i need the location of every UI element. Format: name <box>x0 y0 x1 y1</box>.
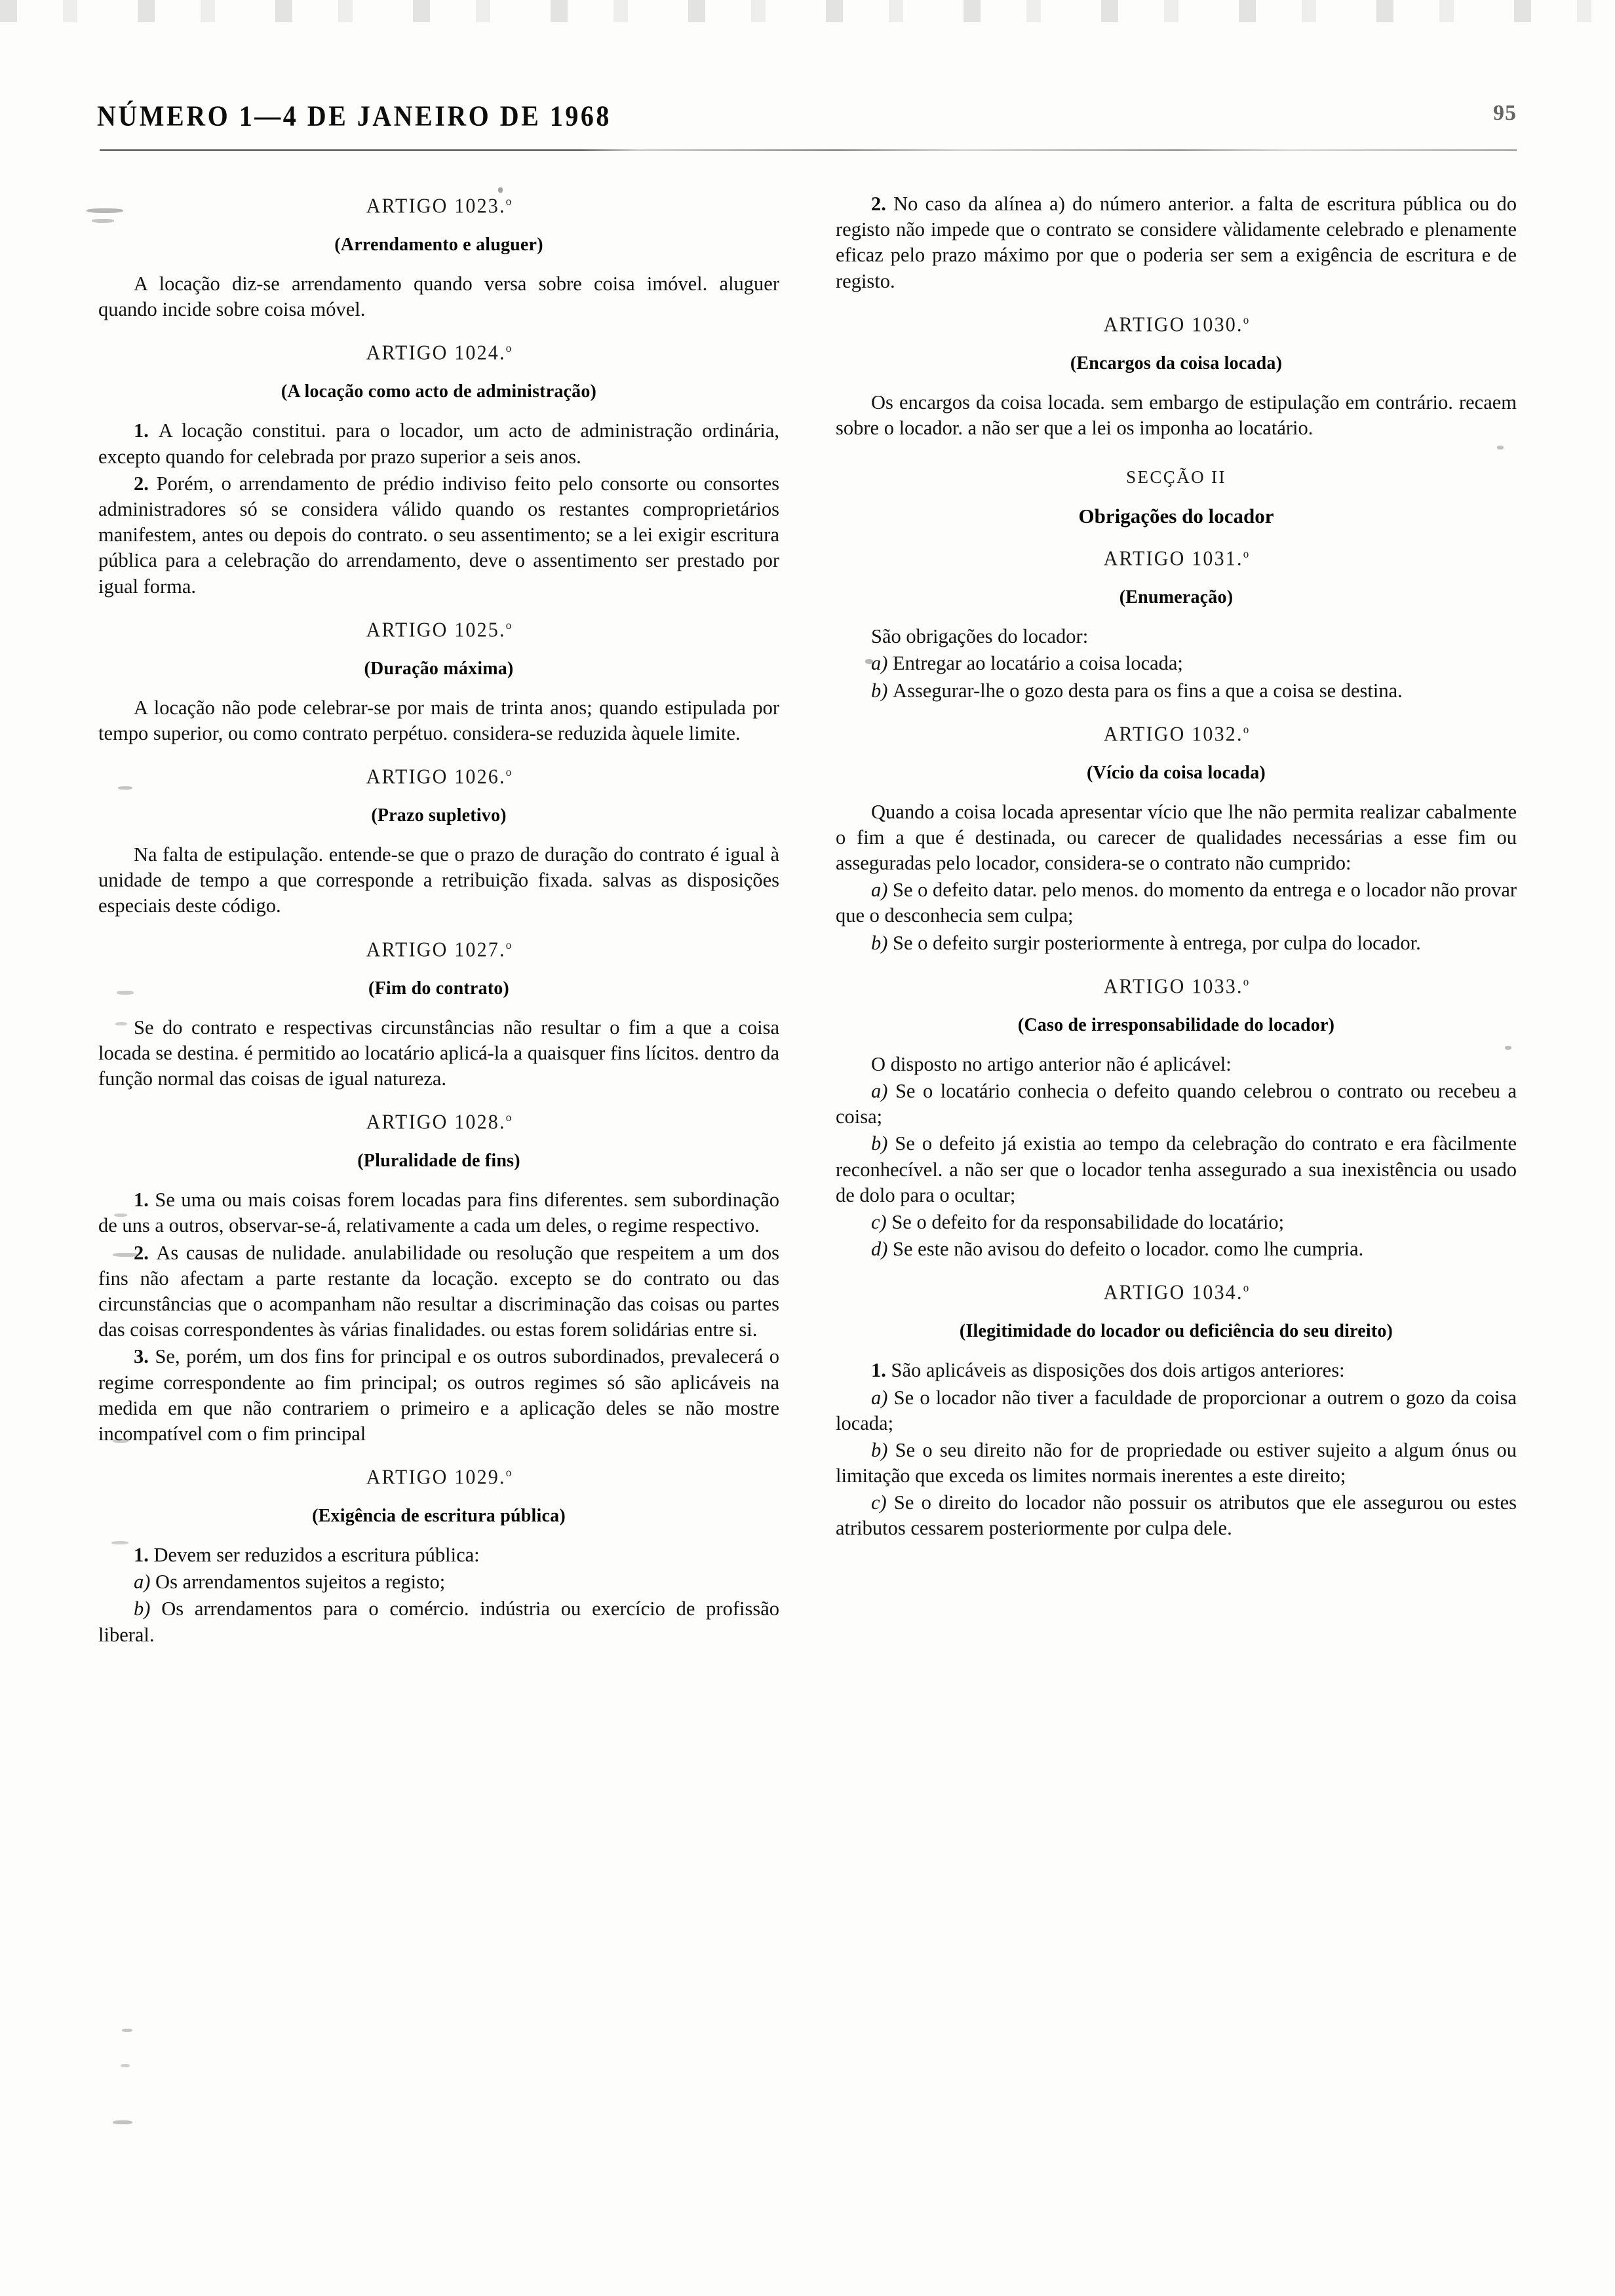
body-paragraph: Se do contrato e respectivas circunstâncias não resultar o fim a que a coisa locada se destina. é permitido ao locatário aplicá-la a quaisquer fins lícitos. dentro da função normal das coisas de igual natureza. <box>98 1016 779 1090</box>
ordinal-marker: o <box>505 618 512 632</box>
alinea-letter: d) <box>871 1238 893 1261</box>
alinea-item <box>836 877 1517 928</box>
alinea-item <box>836 1490 1517 1541</box>
body-paragraph: Os encargos da coisa locada. sem embargo de estipulação em contrário. recaem sobre o locador. a não ser que a lei os imponha ao locatário. <box>836 391 1517 439</box>
ordinal-marker: o <box>1243 1281 1249 1295</box>
body-paragraph: São obrigações do locador: <box>871 625 1089 648</box>
alinea-letter: a) <box>871 879 893 902</box>
page-number: 95 <box>1493 101 1517 125</box>
alinea-text: Se o defeito surgir posteriormente à entrega, por culpa do locador. <box>893 931 1421 954</box>
paragraph-text: No caso da alínea a) do número anterior. a falta de escritura pública ou do registo não impede que o contrato se considere vàlidamente celebrado e plenamente eficaz pelo prazo máximo por que o poderia ser sem a exigência de escritura e de registo. <box>836 193 1517 292</box>
article-epigraph: (Exigência de escritura pública) <box>312 1506 566 1527</box>
article-epigraph: (Arrendamento e aluguer) <box>334 235 543 255</box>
article-heading <box>98 341 779 365</box>
paragraph-number: 1. <box>134 1544 154 1567</box>
column-left <box>98 176 779 2257</box>
article-epigraph: (Prazo supletivo) <box>371 805 507 826</box>
paragraph-number: 1. <box>871 1359 891 1382</box>
ordinal-marker: o <box>505 341 512 355</box>
header-rule <box>100 149 1517 151</box>
paragraph-number: 2. <box>134 472 157 495</box>
article-epigraph: (Enumeração) <box>1119 587 1234 608</box>
alinea-item <box>836 1079 1517 1130</box>
paragraph-number: 1. <box>134 419 159 442</box>
alinea-letter: a) <box>134 1571 156 1594</box>
article-heading <box>836 313 1517 337</box>
body-paragraph: Na falta de estipulação. entende-se que o prazo de duração do contrato é igual à unidade de tempo a que corresponde a retribuição fixada. salvas as disposições especiais deste código. <box>98 843 779 917</box>
paragraph-number: 1. <box>134 1189 155 1212</box>
alinea-text: Entregar ao locatário a coisa locada; <box>893 652 1183 675</box>
alinea-text: Se o defeito for da responsabilidade do locatário; <box>891 1210 1285 1233</box>
article-heading <box>98 1111 779 1134</box>
numbered-paragraph <box>98 1542 779 1568</box>
article-epigraph: (Ilegitimidade do locador ou deficiência do seu direito) <box>959 1321 1393 1342</box>
ordinal-marker: o <box>1243 313 1249 326</box>
alinea-letter: b) <box>871 679 893 702</box>
alinea-letter: b) <box>871 1438 895 1461</box>
alinea-text: Se o seu direito não for de propriedade ou estiver sujeito a algum ónus ou limitação que exceda os limites normais inerentes a este direito; <box>836 1438 1517 1487</box>
alinea-text: Os arrendamentos sujeitos a registo; <box>155 1571 446 1594</box>
body-paragraph: A locação diz-se arrendamento quando versa sobre coisa imóvel. aluguer quando incide sobre coisa móvel. <box>98 273 779 321</box>
article-heading <box>98 938 779 962</box>
article-heading <box>836 975 1517 999</box>
alinea-letter: a) <box>871 1080 895 1102</box>
alinea-item <box>836 1438 1517 1489</box>
alinea-item <box>98 1569 779 1595</box>
article-heading-text: ARTIGO 1031. <box>1103 547 1243 571</box>
article-heading <box>98 765 779 789</box>
article-heading-text: ARTIGO 1030. <box>1103 313 1243 336</box>
alinea-text: Se o defeito já existia ao tempo da celebração do contrato e era fàcilmente reconhecível. a não ser que o locador tenha assegurado a sua inexistência ou usado de dolo para o ocultar; <box>836 1132 1517 1206</box>
alinea-letter: b) <box>134 1598 162 1620</box>
alinea-text: Os arrendamentos para o comércio. indústria ou exercício de profissão liberal. <box>98 1598 779 1646</box>
numbered-paragraph <box>98 1240 779 1343</box>
ordinal-marker: o <box>505 194 512 208</box>
alinea-letter: b) <box>871 1132 895 1155</box>
scan-edge-artifact <box>0 0 1615 22</box>
alinea-item <box>836 1210 1517 1235</box>
numbered-paragraph <box>98 471 779 600</box>
alinea-text: Se o defeito datar. pelo menos. do momento da entrega e o locador não provar que o desconhecia sem culpa; <box>836 879 1517 927</box>
alinea-item <box>836 1131 1517 1208</box>
article-heading <box>98 195 779 218</box>
paragraph-number: 3. <box>134 1345 155 1368</box>
body-paragraph: O disposto no artigo anterior não é aplicável: <box>871 1052 1232 1075</box>
numbered-paragraph <box>98 1344 779 1447</box>
alinea-item <box>836 651 1517 676</box>
article-heading-text: ARTIGO 1025. <box>366 618 506 641</box>
alinea-letter: c) <box>871 1210 892 1233</box>
alinea-letter: b) <box>871 931 893 954</box>
ordinal-marker: o <box>505 765 512 779</box>
article-heading-text: ARTIGO 1032. <box>1103 722 1243 746</box>
ordinal-marker: o <box>505 1111 512 1124</box>
paragraph-text: Se, porém, um dos fins for principal e os outros subordinados, prevalecerá o regime correspondente ao fim principal; os outros regimes só são aplicáveis na medida em que não contrariem o primeiro e a aplicação deles se não mostre incompatível com o fim principal <box>98 1345 779 1445</box>
alinea-item <box>98 1596 779 1647</box>
alinea-item <box>836 1385 1517 1436</box>
article-heading-text: ARTIGO 1027. <box>366 938 506 961</box>
article-heading <box>836 547 1517 571</box>
article-epigraph: (Caso de irresponsabilidade do locador) <box>1017 1014 1335 1035</box>
article-heading-text: ARTIGO 1023. <box>366 194 506 218</box>
article-epigraph: (Fim do contrato) <box>368 978 509 999</box>
article-epigraph: (Encargos da coisa locada) <box>1070 353 1283 373</box>
body-columns <box>98 176 1517 2257</box>
article-heading-text: ARTIGO 1026. <box>366 765 506 789</box>
article-heading <box>836 723 1517 746</box>
article-heading <box>98 619 779 642</box>
article-heading-text: ARTIGO 1024. <box>366 341 506 365</box>
paragraph-text: A locação constitui. para o locador, um acto de administração ordinária, excepto quando for celebrada por prazo superior a seis anos. <box>98 419 780 468</box>
alinea-letter: a) <box>871 652 893 675</box>
body-paragraph: Quando a coisa locada apresentar vício que lhe não permita realizar cabalmente o fim a que é destinada, ou carecer de qualidades necessárias a esse fim ou asseguradas pelo locador, considera-se o contrato não cumprido: <box>836 800 1517 875</box>
running-head <box>0 98 1615 144</box>
section-heading: SECÇÃO II <box>1126 467 1226 488</box>
article-epigraph: (A locação como acto de administração) <box>281 381 597 402</box>
alinea-item <box>836 930 1517 956</box>
column-right <box>836 176 1517 2257</box>
article-heading-text: ARTIGO 1033. <box>1103 974 1243 998</box>
numbered-paragraph <box>98 1187 779 1238</box>
numbered-paragraph <box>98 418 779 469</box>
article-epigraph: (Vício da coisa locada) <box>1087 762 1266 783</box>
paragraph-number: 2. <box>871 193 894 215</box>
alinea-letter: a) <box>871 1386 894 1409</box>
numbered-paragraph <box>836 1358 1517 1383</box>
article-epigraph: (Pluralidade de fins) <box>357 1151 520 1172</box>
article-heading <box>836 1281 1517 1305</box>
alinea-text: Se o direito do locador não possuir os atributos que ele assegurou ou estes atributos cessarem posteriormente por culpa dele. <box>836 1491 1517 1540</box>
alinea-item <box>836 678 1517 704</box>
article-heading-text: ARTIGO 1029. <box>366 1466 506 1489</box>
running-head-title: NÚMERO 1—4 DE JANEIRO DE 1968 <box>97 99 612 132</box>
section-title: Obrigações do locador <box>1078 505 1274 528</box>
paragraph-text: Devem ser reduzidos a escritura pública: <box>153 1544 480 1567</box>
ordinal-marker: o <box>1243 974 1249 988</box>
paragraph-text: As causas de nulidade. anulabilidade ou resolução que respeitem a um dos fins não afectam a parte restante da locação. excepto se do contrato ou das circunstâncias que o acompanham não resultar a discriminação das coisas ou partes das coisas correspondentes às várias finalidades. ou estas forem solidárias entre si. <box>98 1241 779 1341</box>
paragraph-text: Porém, o arrendamento de prédio indiviso feito pelo consorte ou consortes administradores só se considera válido quando os restantes comproprietários manifestem, antes ou depois do contrato. o seu assentimento; se a lei exigir escritura pública para a celebração do arrendamento, deve o assentimento ser prestado por igual forma. <box>98 472 779 598</box>
paragraph-text: São aplicáveis as disposições dos dois artigos anteriores: <box>891 1359 1345 1382</box>
article-epigraph: (Duração máxima) <box>364 658 514 679</box>
body-paragraph: A locação não pode celebrar-se por mais de trinta anos; quando estipulada por tempo superior, ou como contrato perpétuo. considera-se reduzida àquele limite. <box>98 696 779 744</box>
article-heading-text: ARTIGO 1028. <box>366 1111 506 1134</box>
paragraph-text: Se uma ou mais coisas forem locadas para fins diferentes. sem subordinação de uns a outros, observar-se-á, relativamente a cada um deles, o regime respectivo. <box>98 1189 779 1237</box>
article-heading <box>98 1466 779 1489</box>
article-heading-text: ARTIGO 1034. <box>1103 1281 1243 1305</box>
ordinal-marker: o <box>1243 722 1249 736</box>
ordinal-marker: o <box>505 938 512 951</box>
alinea-text: Se o locatário conhecia o defeito quando celebrou o contrato ou recebeu a coisa; <box>836 1080 1517 1128</box>
ordinal-marker: o <box>1243 547 1249 561</box>
alinea-text: Se este não avisou do defeito o locador. como lhe cumpria. <box>893 1238 1364 1261</box>
numbered-paragraph <box>836 191 1517 294</box>
ordinal-marker: o <box>505 1466 512 1480</box>
alinea-text: Assegurar-lhe o gozo desta para os fins a que a coisa se destina. <box>893 679 1403 702</box>
paragraph-number: 2. <box>134 1241 157 1264</box>
alinea-text: Se o locador não tiver a faculdade de proporcionar a outrem o gozo da coisa locada; <box>836 1386 1517 1434</box>
alinea-item <box>836 1236 1517 1262</box>
alinea-letter: c) <box>871 1491 894 1514</box>
